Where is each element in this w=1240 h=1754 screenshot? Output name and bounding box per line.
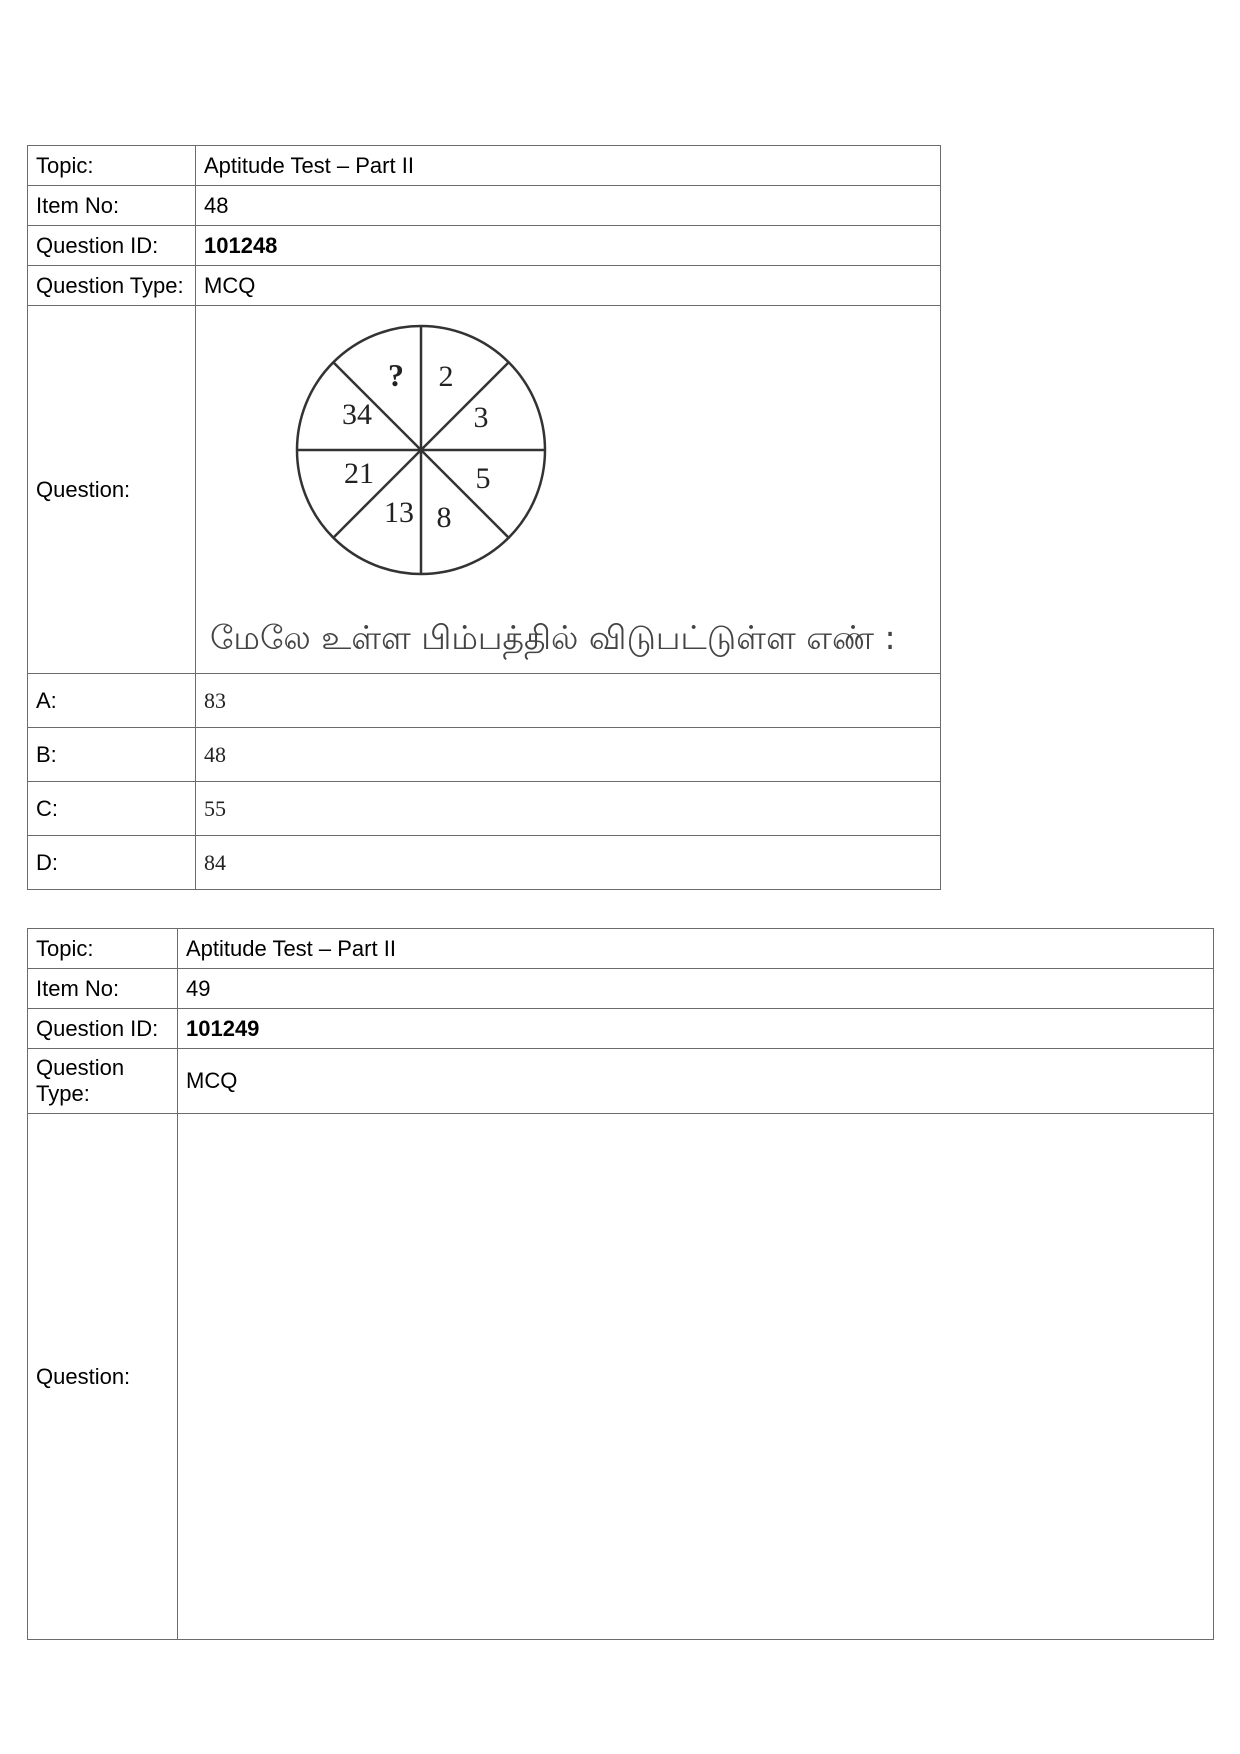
option-b-label: B: [28,728,196,782]
topic-label: Topic: [28,146,196,186]
option-row-a [28,674,941,728]
question-row [28,1114,1214,1640]
wheel-segment-4: 8 [436,501,452,534]
question-content [196,306,941,674]
question-id-value: 101249 [178,1009,1214,1049]
wheel-segment-7: 34 [342,398,372,431]
option-row-c [28,782,941,836]
option-c-value: 55 [196,782,941,836]
option-a-value: 83 [196,674,941,728]
wheel-segment-2: 3 [473,401,489,434]
question-type-value: MCQ [178,1049,1214,1114]
wheel-segment-1: 2 [438,360,454,393]
page-bottom-margin [0,1640,1240,1754]
option-c-label: C: [28,782,196,836]
question-type-label: Question Type: [28,1049,178,1114]
option-row-d [28,836,941,890]
item-value: 49 [178,969,1214,1009]
option-row-b [28,728,941,782]
question-id-row [28,226,941,266]
topic-label: Topic: [28,929,178,969]
question-id-row [28,1009,1214,1049]
option-b-value: 48 [196,728,941,782]
question-type-row [28,1049,1214,1114]
wheel-segment-missing: ? [388,357,404,393]
question-48-table [27,145,941,890]
topic-value: Aptitude Test – Part II [178,929,1214,969]
question-type-label: Question Type: [28,266,196,306]
topic-row [28,146,941,186]
topic-value: Aptitude Test – Part II [196,146,941,186]
option-a-label: A: [28,674,196,728]
item-row [28,186,941,226]
question-type-value: MCQ [196,266,941,306]
question-label: Question: [28,306,196,674]
item-value: 48 [196,186,941,226]
option-d-value: 84 [196,836,941,890]
question-text: மேலே உள்ள பிம்பத்தில் விடுபட்டுள்ள எண் : [210,618,896,657]
question-label: Question: [28,1114,178,1640]
question-49-table [27,928,1214,1640]
item-label: Item No: [28,186,196,226]
question-id-label: Question ID: [28,226,196,266]
wheel-figure-wrap [196,306,940,673]
question-content [178,1114,1214,1640]
topic-row [28,929,1214,969]
wheel-segment-6: 21 [344,457,374,490]
option-d-label: D: [28,836,196,890]
wheel-segment-3: 5 [475,462,491,495]
number-wheel [291,320,551,580]
item-label: Item No: [28,969,178,1009]
question-id-value: 101248 [196,226,941,266]
wheel-segment-5: 13 [384,496,414,529]
question-type-row [28,266,941,306]
item-row [28,969,1214,1009]
question-id-label: Question ID: [28,1009,178,1049]
question-row [28,306,941,674]
